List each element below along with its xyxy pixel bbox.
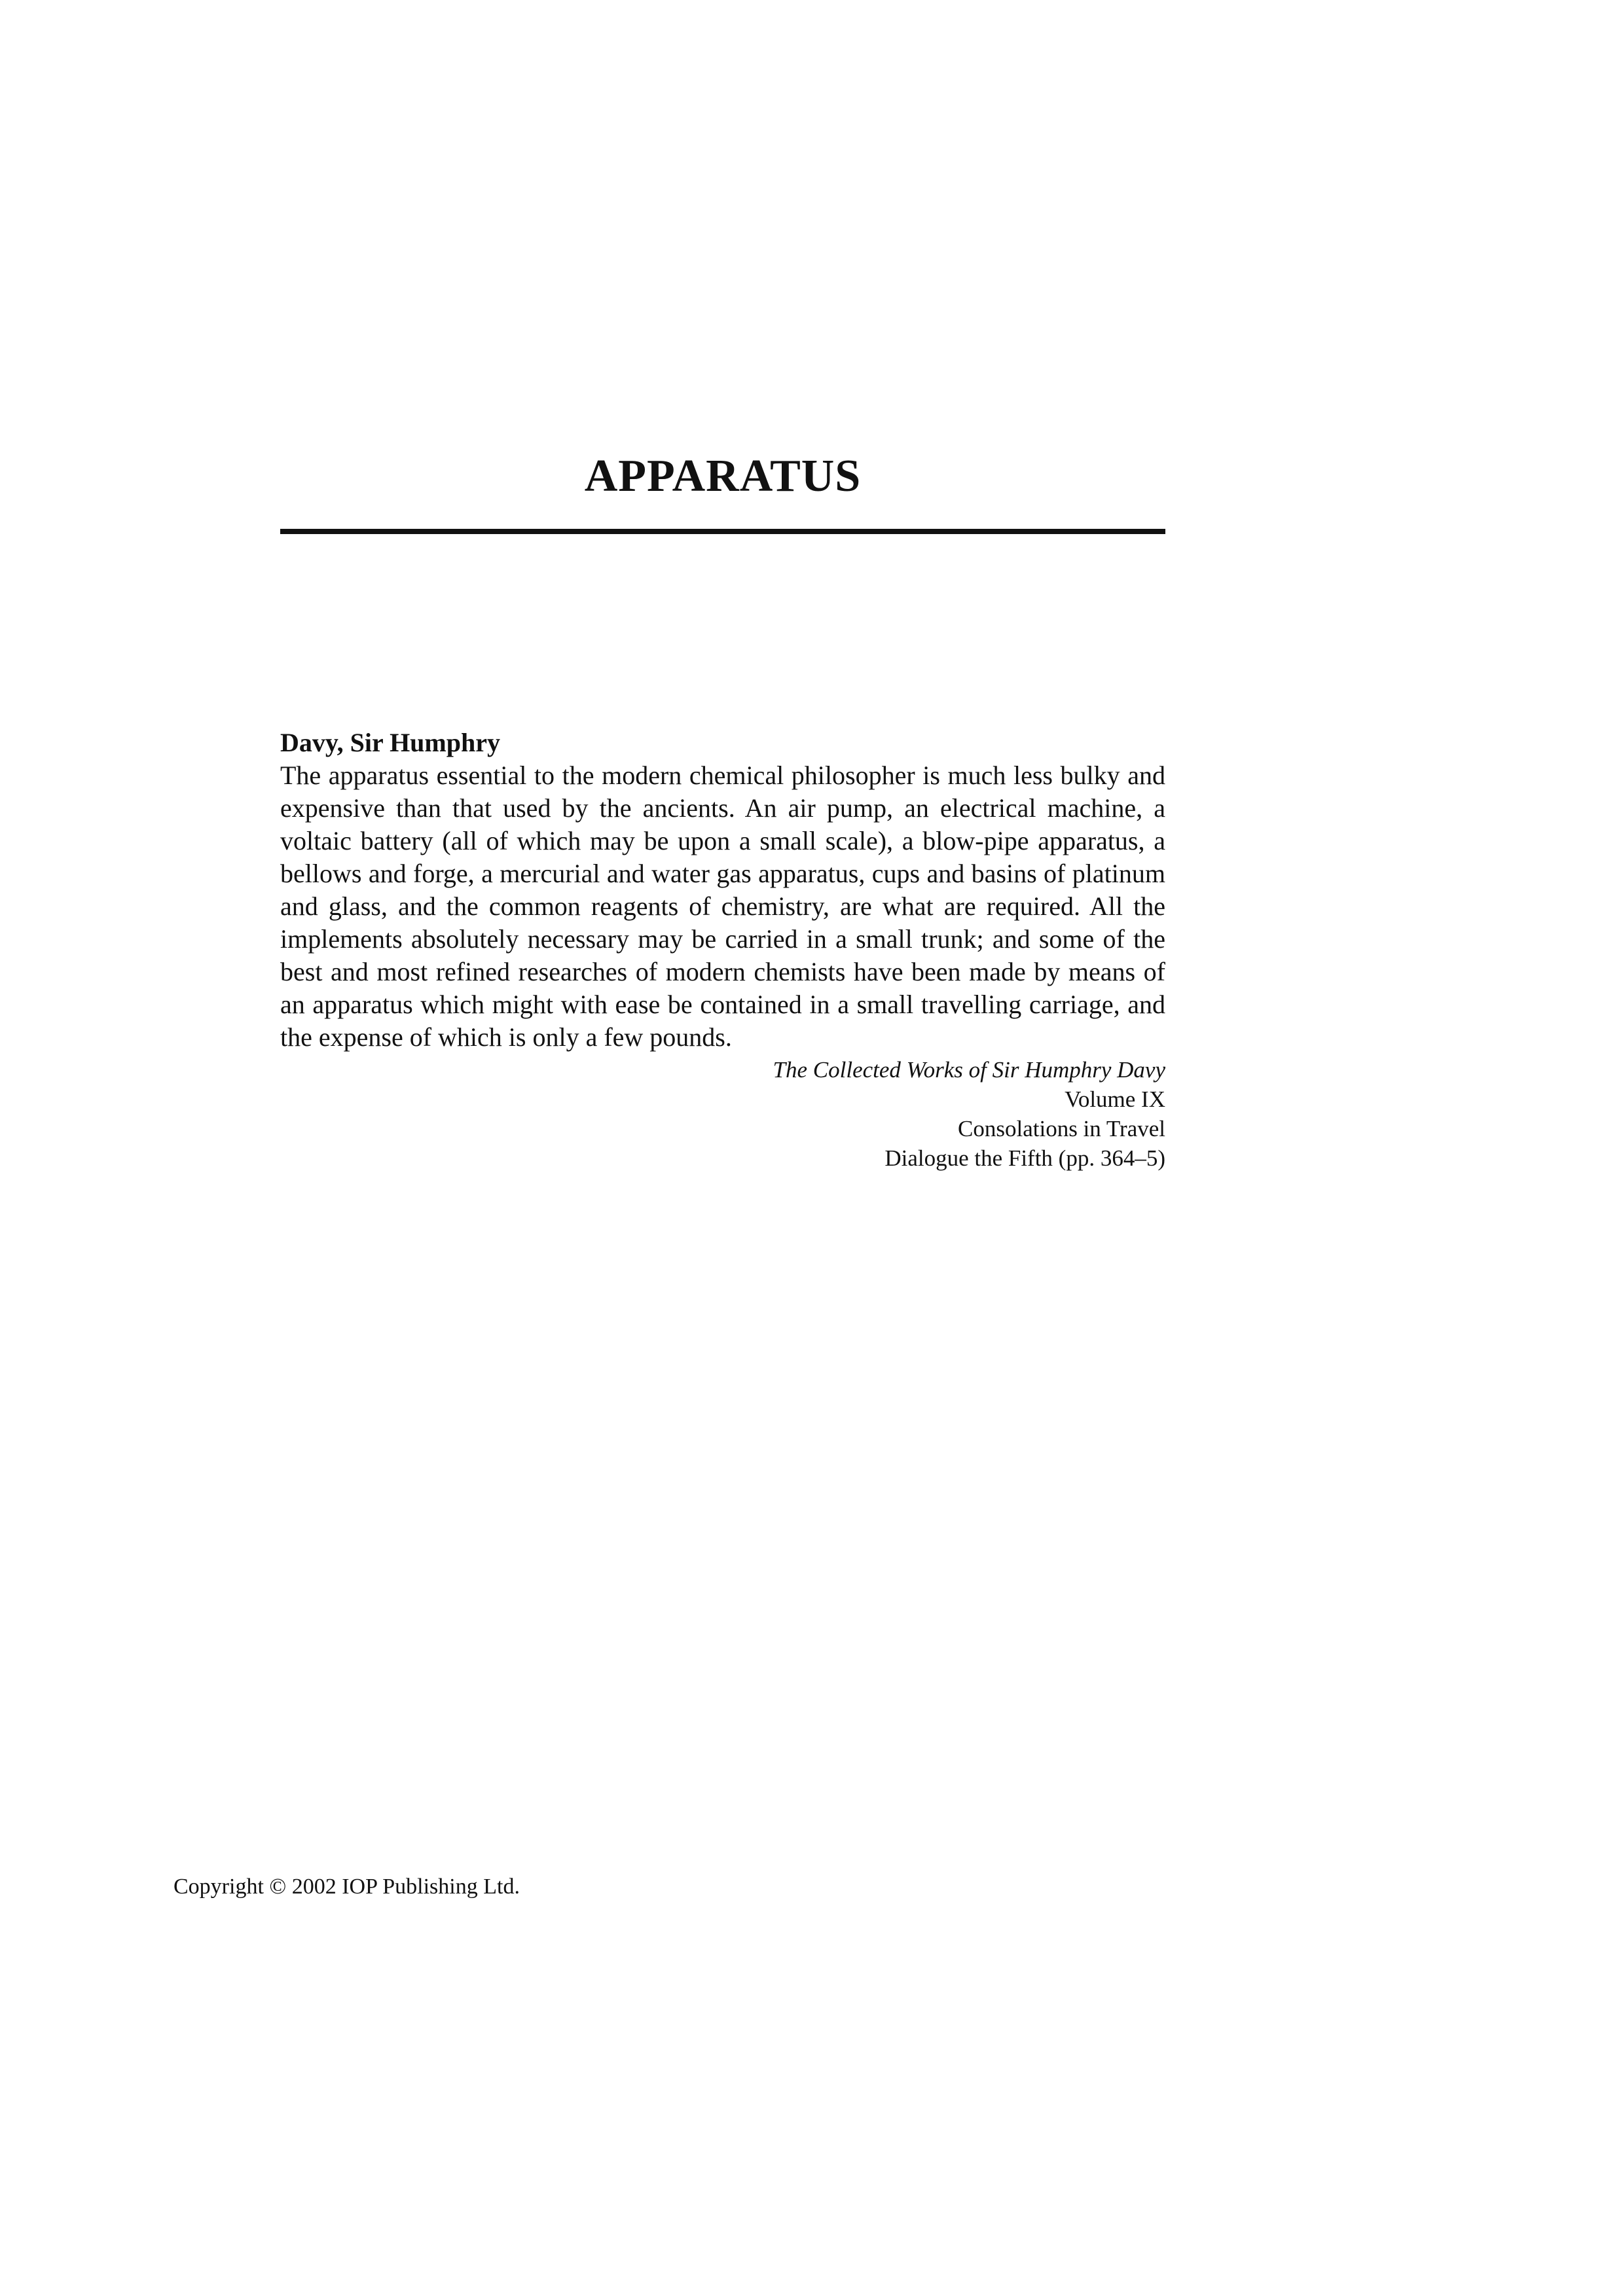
citation-book: Consolations in Travel — [958, 1116, 1165, 1141]
quote-text: The apparatus essential to the modern chemical philosopher is much less bulky and expensive than that used by the ancients. An air pump, an electrical machine, a voltaic battery (all of which may be upon a small scale), a blow-pipe apparatus, a bellows and forge, a mercurial and water gas apparatus, cups and basins of platinum and glass, and the common reagents of chemistry, are what are required. All the implements absolutely necessary may be carried in a small trunk; and some of the best and most refined researches of modern chemists have been made by means of an apparatus which might with ease be contained in a small travelling carriage, and the expense of which is only a few pounds. — [280, 761, 1165, 1052]
citation-work: The Collected Works of Sir Humphry Davy — [773, 1057, 1165, 1083]
page-title: APPARATUS — [584, 451, 862, 501]
citation-section: Dialogue the Fifth (pp. 364–5) — [884, 1145, 1165, 1171]
quote-author: Davy, Sir Humphry — [280, 728, 500, 757]
title-rule — [280, 529, 1165, 534]
quotation-entry — [280, 726, 1165, 1173]
citation-volume: Volume IX — [1065, 1086, 1165, 1112]
quote-citation — [280, 1055, 1165, 1173]
copyright-notice: Copyright © 2002 IOP Publishing Ltd. — [173, 1874, 520, 1899]
